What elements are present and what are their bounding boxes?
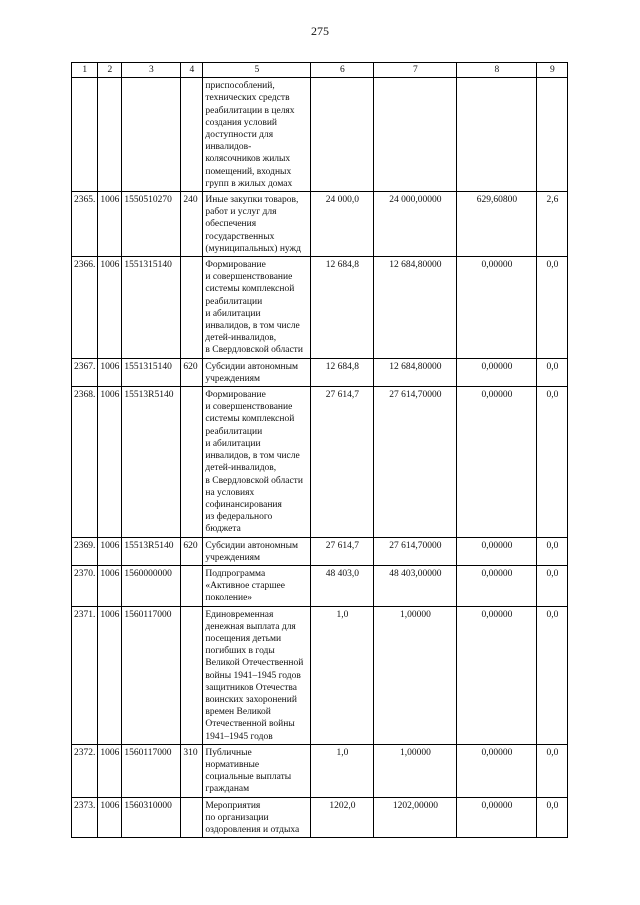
target-article-cell: 1560000000 [122,565,181,606]
planned-amount-cell: 12 684,80000 [374,358,457,386]
executed-amount-cell: 0,00000 [457,606,537,744]
planned-amount-cell [374,78,457,192]
percent-cell: 0,0 [537,797,568,838]
row-number-cell: 2370. [72,565,98,606]
section-code-cell: 1006 [98,606,122,744]
page-number: 275 [311,24,329,38]
row-number-cell: 2368. [72,387,98,537]
executed-amount-cell: 0,00000 [457,387,537,537]
description-cell: Иные закупки товаров, работ и услуг для обеспечения государственных (муниципальных) нужд [203,192,311,257]
section-code-cell: 1006 [98,358,122,386]
planned-amount-cell: 27 614,70000 [374,537,457,565]
executed-amount-cell: 0,00000 [457,797,537,838]
percent-cell: 0,0 [537,257,568,359]
expense-type-cell: 310 [181,744,203,797]
percent-cell: 0,0 [537,606,568,744]
expense-type-cell [181,78,203,192]
amount-cell: 12 684,8 [311,257,374,359]
section-code-cell [98,78,122,192]
amount-cell: 27 614,7 [311,387,374,537]
target-article-cell: 1560310000 [122,797,181,838]
amount-cell: 1,0 [311,744,374,797]
row-number-cell: 2371. [72,606,98,744]
row-number-cell: 2369. [72,537,98,565]
executed-amount-cell: 629,60800 [457,192,537,257]
target-article-cell: 1550510270 [122,192,181,257]
table-row [72,257,568,359]
column-header-3: 3 [122,63,181,78]
expense-type-cell [181,387,203,537]
column-header-2: 2 [98,63,122,78]
executed-amount-cell: 0,00000 [457,744,537,797]
amount-cell [311,78,374,192]
table-row [72,78,568,192]
planned-amount-cell: 48 403,00000 [374,565,457,606]
percent-cell: 0,0 [537,565,568,606]
expense-type-cell: 240 [181,192,203,257]
planned-amount-cell: 27 614,70000 [374,387,457,537]
planned-amount-cell: 1,00000 [374,744,457,797]
description-cell: Подпрограмма «Активное старшее поколение» [203,565,311,606]
column-header-9: 9 [537,63,568,78]
target-article-cell: 1551315140 [122,257,181,359]
target-article-cell: 1560117000 [122,606,181,744]
table-row [72,744,568,797]
column-header-7: 7 [374,63,457,78]
column-header-4: 4 [181,63,203,78]
amount-cell: 12 684,8 [311,358,374,386]
row-number-cell [72,78,98,192]
executed-amount-cell: 0,00000 [457,358,537,386]
table-row [72,565,568,606]
target-article-cell: 15513R5140 [122,537,181,565]
planned-amount-cell: 1,00000 [374,606,457,744]
row-number-cell: 2372. [72,744,98,797]
planned-amount-cell: 1202,00000 [374,797,457,838]
percent-cell [537,78,568,192]
column-number-header-row [72,63,568,78]
expense-type-cell [181,257,203,359]
executed-amount-cell [457,78,537,192]
expense-type-cell [181,797,203,838]
row-number-cell: 2367. [72,358,98,386]
amount-cell: 48 403,0 [311,565,374,606]
expense-type-cell: 620 [181,358,203,386]
percent-cell: 0,0 [537,387,568,537]
planned-amount-cell: 12 684,80000 [374,257,457,359]
target-article-cell [122,78,181,192]
percent-cell: 0,0 [537,537,568,565]
table-row [72,192,568,257]
description-cell: Единовременная денежная выплата для посещения детьми погибших в годы Великой Отечественной войны 1941–1945 годов защитников Отечества воинских захоронений времен Великой Отечественной войны 1941–1945 годов [203,606,311,744]
table-row [72,797,568,838]
section-code-cell: 1006 [98,744,122,797]
column-header-1: 1 [72,63,98,78]
executed-amount-cell: 0,00000 [457,257,537,359]
percent-cell: 2,6 [537,192,568,257]
amount-cell: 1,0 [311,606,374,744]
section-code-cell: 1006 [98,192,122,257]
description-cell: Формирование и совершенствование системы комплексной реабилитации и абилитации инвалидов, в том числе детей-инвалидов, в Свердловской области [203,257,311,359]
description-cell: Формирование и совершенствование системы комплексной реабилитации и абилитации инвалидов, в том числе детей-инвалидов, в Свердловской области на условиях софинансирования из федерального бюджета [203,387,311,537]
table-row [72,537,568,565]
amount-cell: 27 614,7 [311,537,374,565]
target-article-cell: 1551315140 [122,358,181,386]
percent-cell: 0,0 [537,358,568,386]
row-number-cell: 2365. [72,192,98,257]
target-article-cell: 15513R5140 [122,387,181,537]
row-number-cell: 2373. [72,797,98,838]
description-cell: Публичные нормативные социальные выплаты гражданам [203,744,311,797]
description-cell: Субсидии автономным учреждениям [203,358,311,386]
budget-table [71,62,568,838]
expense-type-cell [181,606,203,744]
table-row [72,387,568,537]
target-article-cell: 1560117000 [122,744,181,797]
table-row [72,358,568,386]
column-header-5: 5 [203,63,311,78]
row-number-cell: 2366. [72,257,98,359]
section-code-cell: 1006 [98,257,122,359]
description-cell: Мероприятия по организации оздоровления и отдыха [203,797,311,838]
executed-amount-cell: 0,00000 [457,537,537,565]
section-code-cell: 1006 [98,797,122,838]
description-cell: приспособлений, технических средств реабилитации в целях создания условий доступности для инвалидов- колясочников жилых помещений, входных групп в жилых домах [203,78,311,192]
section-code-cell: 1006 [98,387,122,537]
table-row [72,606,568,744]
amount-cell: 1202,0 [311,797,374,838]
section-code-cell: 1006 [98,537,122,565]
column-header-6: 6 [311,63,374,78]
expense-type-cell: 620 [181,537,203,565]
description-cell: Субсидии автономным учреждениям [203,537,311,565]
expense-type-cell [181,565,203,606]
amount-cell: 24 000,0 [311,192,374,257]
executed-amount-cell: 0,00000 [457,565,537,606]
planned-amount-cell: 24 000,00000 [374,192,457,257]
percent-cell: 0,0 [537,744,568,797]
column-header-8: 8 [457,63,537,78]
section-code-cell: 1006 [98,565,122,606]
